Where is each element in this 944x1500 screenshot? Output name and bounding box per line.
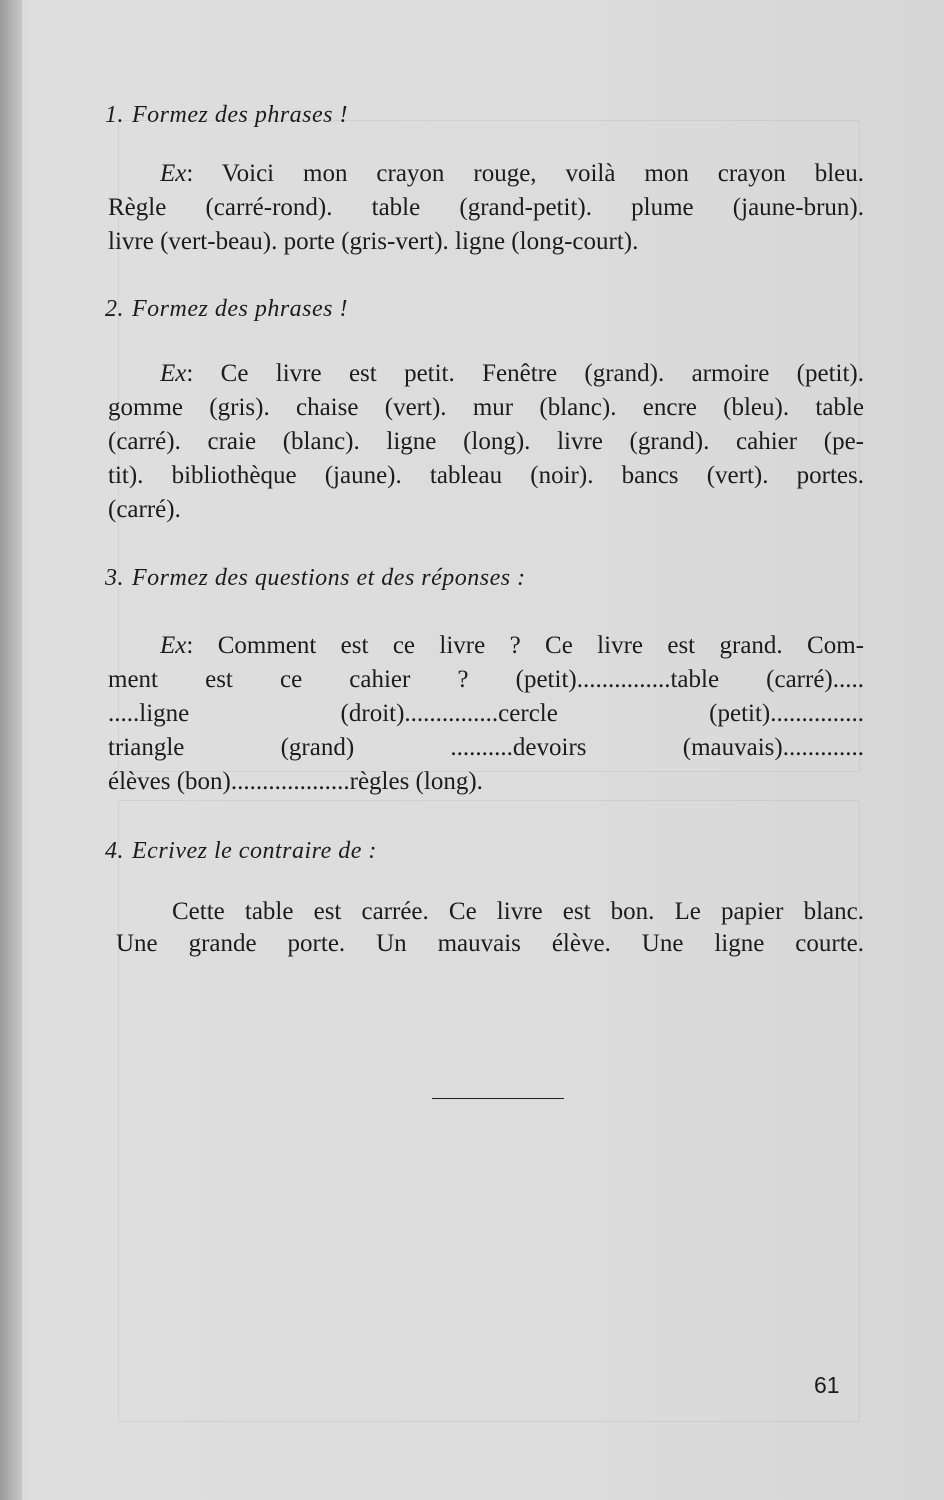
- exercise-4-instruction: Ecrivez le contraire de :: [132, 838, 377, 864]
- exercise-2-line-4: tit). bibliothèque (jaune). tableau (noir). bancs (vert). portes.: [108, 462, 864, 489]
- exercise-2-line-2: gomme (gris). chaise (vert). mur (blanc). encre (bleu). table: [108, 394, 864, 421]
- exercise-3-line-1: [160, 632, 864, 660]
- exercise-2-number: 2.: [105, 296, 124, 322]
- line-text: : Ce livre est petit. Fenêtre (grand). armoire (petit).: [186, 360, 864, 387]
- line-text: : Comment est ce livre ? Ce livre est grand. Com-: [186, 632, 864, 659]
- exercise-2-instruction: Formez des phrases !: [132, 296, 348, 322]
- exercise-2-heading: [105, 296, 348, 323]
- exercise-4-number: 4.: [105, 838, 124, 864]
- exercise-1-number: 1.: [105, 102, 124, 128]
- exercise-2-line-3: (carré). craie (blanc). ligne (long). livre (grand). cahier (pe-: [108, 428, 864, 455]
- exercise-4-line-2: Une grande porte. Un mauvais élève. Une ligne courte.: [116, 930, 864, 957]
- exercise-4-line-1: Cette table est carrée. Ce livre est bon. Le papier blanc.: [172, 898, 864, 925]
- example-label: Ex: [160, 360, 187, 387]
- example-label: Ex: [160, 632, 187, 659]
- exercise-2-line-1: [160, 360, 864, 388]
- exercise-3-instruction: Formez des questions et des réponses :: [132, 565, 526, 591]
- exercise-3-line-5: élèves (bon)...................règles (long).: [108, 768, 483, 795]
- section-divider: [432, 1098, 564, 1099]
- exercise-1-line-1: [160, 160, 864, 188]
- exercise-1-line-2: Règle (carré-rond). table (grand-petit). plume (jaune-brun).: [108, 194, 864, 221]
- example-label: Ex: [160, 160, 187, 187]
- exercise-3-number: 3.: [105, 565, 124, 591]
- exercise-3-line-3: .....ligne (droit)...............cercle (petit)...............: [108, 700, 864, 727]
- exercise-1-instruction: Formez des phrases !: [132, 102, 348, 128]
- exercise-1-heading: [105, 102, 348, 129]
- exercise-3-line-2: ment est ce cahier ? (petit)...............table (carré).....: [108, 666, 864, 693]
- page-gutter: [0, 0, 22, 1500]
- page-number: 61: [814, 1372, 840, 1398]
- exercise-4-heading: [105, 838, 377, 865]
- exercise-3-line-4: triangle (grand) ..........devoirs (mauvais).............: [108, 734, 864, 761]
- line-text: : Voici mon crayon rouge, voilà mon crayon bleu.: [186, 160, 864, 187]
- bleed-through-table-bottom: [118, 800, 860, 1422]
- exercise-1-line-3: livre (vert-beau). porte (gris-vert). ligne (long-court).: [108, 228, 639, 255]
- exercise-2-line-5: (carré).: [108, 496, 181, 523]
- exercise-3-heading: [105, 565, 526, 592]
